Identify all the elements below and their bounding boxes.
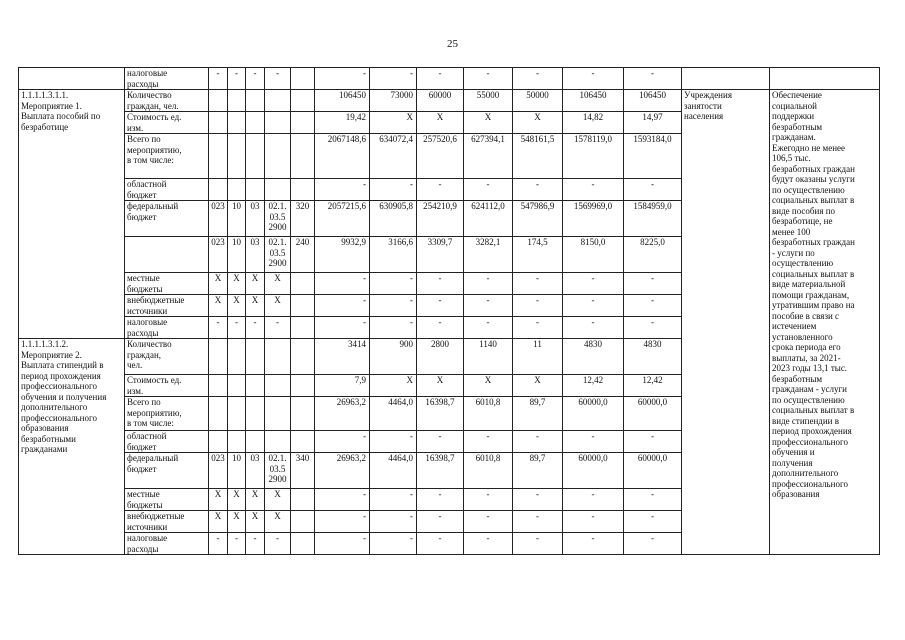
budget-code-cell: 023 (209, 453, 228, 489)
budget-code-cell (246, 90, 265, 112)
value-cell: 1140 (464, 339, 513, 375)
budget-code-cell (228, 397, 246, 431)
value-cell: - (513, 511, 563, 533)
budget-code-cell (291, 273, 315, 295)
budget-code-cell (265, 179, 291, 201)
row-label: Стоимость ед. изм. (125, 375, 209, 397)
value-cell: 257520,6 (417, 134, 464, 179)
value-cell: - (464, 179, 513, 201)
budget-code-cell: 10 (228, 453, 246, 489)
budget-code-cell (209, 112, 228, 134)
row-label: налоговые расходы (125, 68, 209, 90)
value-cell: - (563, 295, 624, 317)
event-name-cell: 1.1.1.1.3.1.1. Мероприятие 1. Выплата пособий по безработице (19, 90, 125, 339)
budget-code-cell (291, 339, 315, 375)
value-cell: 12,42 (624, 375, 682, 397)
value-cell: 4464,0 (370, 397, 417, 431)
budget-code-cell (265, 339, 291, 375)
value-cell: 16398,7 (417, 453, 464, 489)
value-cell: - (315, 68, 370, 90)
value-cell: 900 (370, 339, 417, 375)
value-cell: - (417, 179, 464, 201)
budget-code-cell (291, 489, 315, 511)
value-cell: - (417, 317, 464, 339)
value-cell: - (370, 68, 417, 90)
budget-code-cell: - (246, 317, 265, 339)
value-cell: - (513, 295, 563, 317)
row-label (125, 237, 209, 273)
value-cell: 3309,7 (417, 237, 464, 273)
value-cell: - (624, 431, 682, 453)
budget-code-cell (291, 112, 315, 134)
budget-code-cell (228, 90, 246, 112)
value-cell: X (513, 112, 563, 134)
value-cell: - (370, 179, 417, 201)
budget-code-cell (246, 112, 265, 134)
budget-code-cell: - (246, 68, 265, 90)
value-cell: - (464, 295, 513, 317)
budget-code-cell (209, 90, 228, 112)
value-cell: - (417, 511, 464, 533)
value-cell: 627394,1 (464, 134, 513, 179)
value-cell: 3282,1 (464, 237, 513, 273)
value-cell: 12,42 (563, 375, 624, 397)
value-cell: 4830 (624, 339, 682, 375)
budget-code-cell: - (265, 68, 291, 90)
budget-code-cell: X (246, 295, 265, 317)
value-cell: 89,7 (513, 453, 563, 489)
value-cell: 19,42 (315, 112, 370, 134)
budget-code-cell: X (209, 511, 228, 533)
budget-code-cell (209, 134, 228, 179)
value-cell: - (513, 179, 563, 201)
value-cell: 2067148,6 (315, 134, 370, 179)
value-cell: 3166,6 (370, 237, 417, 273)
value-cell: 8225,0 (624, 237, 682, 273)
value-cell: 60000,0 (563, 397, 624, 431)
value-cell: 1593184,0 (624, 134, 682, 179)
value-cell: 60000 (417, 90, 464, 112)
value-cell: 2057215,6 (315, 201, 370, 237)
value-cell: - (464, 273, 513, 295)
value-cell: 73000 (370, 90, 417, 112)
budget-code-cell (265, 134, 291, 179)
budget-code-cell (265, 90, 291, 112)
value-cell: 16398,7 (417, 397, 464, 431)
value-cell: - (417, 431, 464, 453)
value-cell: - (563, 511, 624, 533)
value-cell: - (417, 533, 464, 555)
value-cell: - (370, 431, 417, 453)
budget-code-cell (265, 397, 291, 431)
budget-code-cell: X (228, 489, 246, 511)
value-cell: - (563, 68, 624, 90)
value-cell: 4464,0 (370, 453, 417, 489)
value-cell: 14,82 (563, 112, 624, 134)
row-label: Всего по мероприятию, в том числе: (125, 134, 209, 179)
value-cell: - (417, 489, 464, 511)
value-cell: 6010,8 (464, 397, 513, 431)
value-cell: X (464, 375, 513, 397)
value-cell: - (370, 511, 417, 533)
value-cell: - (370, 273, 417, 295)
budget-code-cell: X (265, 273, 291, 295)
value-cell: 55000 (464, 90, 513, 112)
value-cell: - (563, 273, 624, 295)
budget-code-cell: 02.1. 03.5 2900 (265, 453, 291, 489)
value-cell: 26963,2 (315, 397, 370, 431)
value-cell: 6010,8 (464, 453, 513, 489)
budget-code-cell (265, 112, 291, 134)
value-cell: - (624, 317, 682, 339)
value-cell: 4830 (563, 339, 624, 375)
value-cell: - (513, 273, 563, 295)
value-cell: 89,7 (513, 397, 563, 431)
budget-code-cell (209, 397, 228, 431)
budget-code-cell (291, 431, 315, 453)
row-label: областной бюджет (125, 179, 209, 201)
value-cell: - (513, 317, 563, 339)
row-label: внебюджетные источники (125, 295, 209, 317)
value-cell: 7,9 (315, 375, 370, 397)
value-cell: - (315, 179, 370, 201)
budget-code-cell (291, 397, 315, 431)
budget-code-cell: - (265, 317, 291, 339)
value-cell: - (464, 489, 513, 511)
budget-code-cell (291, 295, 315, 317)
budget-code-cell (246, 431, 265, 453)
value-cell: - (513, 489, 563, 511)
budget-code-cell (291, 179, 315, 201)
event-name-cell: 1.1.1.1.3.1.2. Мероприятие 2. Выплата стипендий в период прохождения профессионального обучения и получения дополнительного профессионального образования безработными гражданами (19, 339, 125, 555)
value-cell: 1578119,0 (563, 134, 624, 179)
budget-code-cell: X (246, 489, 265, 511)
value-cell: 14,97 (624, 112, 682, 134)
budget-code-cell (209, 375, 228, 397)
value-cell: X (464, 112, 513, 134)
value-cell: 547986,9 (513, 201, 563, 237)
budget-code-cell: - (209, 533, 228, 555)
value-cell: 8150,0 (563, 237, 624, 273)
value-cell: - (464, 317, 513, 339)
budget-code-cell: X (228, 273, 246, 295)
value-cell: 60000,0 (624, 453, 682, 489)
value-cell: 60000,0 (563, 453, 624, 489)
budget-code-cell: 023 (209, 237, 228, 273)
value-cell: - (464, 533, 513, 555)
budget-code-cell (246, 339, 265, 375)
budget-code-cell: X (265, 489, 291, 511)
value-cell: 60000,0 (624, 397, 682, 431)
value-cell: X (417, 112, 464, 134)
value-cell: 630905,8 (370, 201, 417, 237)
value-cell: - (315, 431, 370, 453)
budget-code-cell: 02.1. 03.5 2900 (265, 201, 291, 237)
value-cell: X (513, 375, 563, 397)
executor-cell: Учреждения занятости населения (682, 90, 770, 555)
value-cell: X (370, 112, 417, 134)
value-cell: - (315, 489, 370, 511)
budget-code-cell: - (209, 68, 228, 90)
row-label: местные бюджеты (125, 273, 209, 295)
budget-code-cell: X (246, 511, 265, 533)
budget-code-cell: 03 (246, 201, 265, 237)
executor-cell (682, 68, 770, 90)
value-cell: - (563, 431, 624, 453)
budget-code-cell: 03 (246, 453, 265, 489)
budget-code-cell: - (265, 533, 291, 555)
value-cell: - (315, 295, 370, 317)
budget-code-cell: 03 (246, 237, 265, 273)
row-label: налоговые расходы (125, 317, 209, 339)
budget-code-cell: - (209, 317, 228, 339)
budget-code-cell (209, 431, 228, 453)
value-cell: 9932,9 (315, 237, 370, 273)
budget-code-cell: 320 (291, 201, 315, 237)
budget-code-cell: - (228, 533, 246, 555)
budget-code-cell (228, 179, 246, 201)
budget-code-cell (209, 179, 228, 201)
row-label: Количество граждан, чел. (125, 90, 209, 112)
value-cell: - (315, 317, 370, 339)
budget-code-cell: - (228, 68, 246, 90)
budget-code-cell (246, 397, 265, 431)
value-cell: - (563, 533, 624, 555)
result-cell (770, 68, 880, 90)
table-row (19, 90, 880, 112)
row-label: Всего по мероприятию, в том числе: (125, 397, 209, 431)
budget-code-cell: - (228, 317, 246, 339)
budget-code-cell: X (228, 511, 246, 533)
budget-code-cell (291, 68, 315, 90)
value-cell: - (624, 489, 682, 511)
row-label: местные бюджеты (125, 489, 209, 511)
value-cell: - (464, 431, 513, 453)
value-cell: - (624, 295, 682, 317)
value-cell: 1569969,0 (563, 201, 624, 237)
value-cell: - (513, 533, 563, 555)
value-cell: 26963,2 (315, 453, 370, 489)
budget-code-cell (246, 134, 265, 179)
value-cell: - (370, 295, 417, 317)
budget-code-cell (228, 112, 246, 134)
row-label: Стоимость ед. изм. (125, 112, 209, 134)
value-cell: - (624, 533, 682, 555)
row-label: Количество граждан, чел. (125, 339, 209, 375)
value-cell: 106450 (563, 90, 624, 112)
row-label: федеральный бюджет (125, 453, 209, 489)
value-cell: 106450 (624, 90, 682, 112)
value-cell: - (464, 68, 513, 90)
value-cell: - (315, 273, 370, 295)
budget-code-cell: X (209, 295, 228, 317)
budget-code-cell (246, 375, 265, 397)
value-cell: 2800 (417, 339, 464, 375)
value-cell: 174,5 (513, 237, 563, 273)
value-cell: - (464, 511, 513, 533)
value-cell: - (563, 179, 624, 201)
event-name-cell (19, 68, 125, 90)
program-table (18, 67, 880, 555)
budget-code-cell (291, 375, 315, 397)
budget-code-cell (228, 134, 246, 179)
budget-code-cell: 240 (291, 237, 315, 273)
budget-code-cell: - (246, 533, 265, 555)
budget-code-cell (246, 179, 265, 201)
value-cell: - (624, 179, 682, 201)
budget-code-cell: X (228, 295, 246, 317)
budget-code-cell: X (246, 273, 265, 295)
value-cell: - (417, 295, 464, 317)
value-cell: - (370, 533, 417, 555)
row-label: федеральный бюджет (125, 201, 209, 237)
value-cell: - (370, 317, 417, 339)
budget-code-cell (209, 339, 228, 375)
value-cell: - (624, 273, 682, 295)
value-cell: 634072,4 (370, 134, 417, 179)
value-cell: - (315, 511, 370, 533)
value-cell: - (513, 68, 563, 90)
value-cell: - (624, 511, 682, 533)
value-cell: - (315, 533, 370, 555)
value-cell: 1584959,0 (624, 201, 682, 237)
budget-code-cell (265, 375, 291, 397)
value-cell: 254210,9 (417, 201, 464, 237)
budget-code-cell: 023 (209, 201, 228, 237)
table-row (19, 68, 880, 90)
budget-code-cell (228, 431, 246, 453)
budget-code-cell (228, 375, 246, 397)
budget-code-cell (291, 511, 315, 533)
value-cell: 3414 (315, 339, 370, 375)
row-label: внебюджетные источники (125, 511, 209, 533)
value-cell: 548161,5 (513, 134, 563, 179)
budget-code-cell: X (209, 489, 228, 511)
budget-code-cell (291, 317, 315, 339)
value-cell: - (563, 317, 624, 339)
value-cell: - (417, 68, 464, 90)
value-cell: 624112,0 (464, 201, 513, 237)
value-cell: - (513, 431, 563, 453)
value-cell: X (370, 375, 417, 397)
value-cell: 50000 (513, 90, 563, 112)
value-cell: - (417, 273, 464, 295)
budget-code-cell: 02.1. 03.5 2900 (265, 237, 291, 273)
budget-code-cell: 10 (228, 201, 246, 237)
budget-code-cell (291, 90, 315, 112)
budget-code-cell (265, 431, 291, 453)
value-cell: - (563, 489, 624, 511)
budget-code-cell: X (265, 295, 291, 317)
budget-code-cell (228, 339, 246, 375)
budget-code-cell (291, 533, 315, 555)
result-cell: Обеспечение социальной поддержки безработным гражданам. Ежегодно не менее 106,5 тыс. безработных граждан будут оказаны услуги по осуществлению социальных выплат в виде пособия по безработице, не менее 100 безработных граждан - услуги по осуществлению социальных выплат в виде материальной помощи гражданам, утратившим право на пособие в связи с истечением установленного срока периода его выплаты, за 2021- 2023 годы 13,1 тыс. безработным гражданам - услуги по осуществлению социальных выплат в виде стипендии в период прохождения профессионального обучения и получения дополнительного профессионального образования (770, 90, 880, 555)
budget-code-cell: 340 (291, 453, 315, 489)
budget-code-cell (291, 134, 315, 179)
value-cell: - (370, 489, 417, 511)
budget-code-cell: X (265, 511, 291, 533)
budget-code-cell: 10 (228, 237, 246, 273)
budget-code-cell: X (209, 273, 228, 295)
value-cell: X (417, 375, 464, 397)
value-cell: 106450 (315, 90, 370, 112)
row-label: налоговые расходы (125, 533, 209, 555)
row-label: областной бюджет (125, 431, 209, 453)
page-number: 25 (447, 38, 458, 50)
value-cell: 11 (513, 339, 563, 375)
value-cell: - (624, 68, 682, 90)
